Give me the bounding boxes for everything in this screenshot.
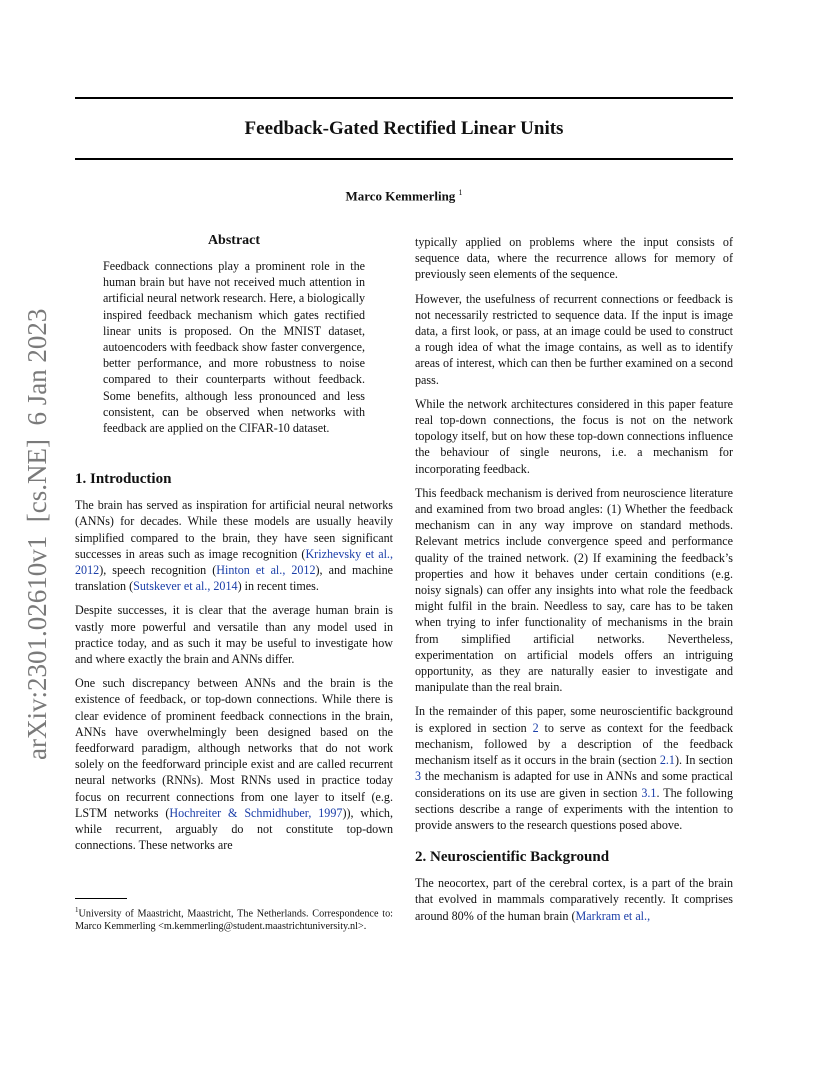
citation-hinton[interactable]: Hinton et al., 2012 — [216, 563, 316, 578]
citation-markram[interactable]: Markram et al., — [575, 908, 651, 923]
background-heading: 2. Neuroscientific Background — [415, 849, 610, 866]
footnote-mark: 1 — [75, 906, 79, 914]
title-rule-top — [75, 97, 733, 99]
author-line — [75, 188, 733, 204]
footnote-rule — [75, 898, 127, 899]
right-column — [415, 234, 733, 932]
abstract-heading: Abstract — [207, 233, 261, 248]
arxiv-identifier: arXiv:2301.02610v1 [cs.NE] 6 Jan 2023 — [22, 308, 52, 760]
footnote — [75, 898, 393, 933]
citation-sutskever[interactable]: Sutskever et al., 2014 — [133, 579, 238, 594]
left-column — [75, 232, 393, 862]
intro-paragraph-5: While the network architectures considered in this paper feature real top-down connections, the focus is not on the network topology itself, but on how these top-down connections influence the behaviour of single neurons, i.e. a mechanism for incorporating feedback. — [415, 396, 733, 476]
author-affiliation-mark: 1 — [458, 188, 463, 197]
section-ref-3-1[interactable]: 3.1 — [641, 785, 657, 800]
section-ref-2-1[interactable]: 2.1 — [659, 753, 675, 768]
intro-paragraph-4: However, the usefulness of recurrent connections or feedback is not necessarily restricted to sequence data. If the input is image data, a first look, or pass, at an image could be used to construct a rough idea of what the image contains, as well as to identify areas of interest, which can then be further examined on a second pass. — [415, 291, 733, 387]
author-name: Marco Kemmerling — [345, 188, 456, 204]
intro-paragraph-7: In the remainder of this paper, some neuroscientific background is explored in section 2 to serve as context for the feedback mechanism, followed by a description of the feedback mechanism itself as it occurs in the brain (section 2.1). In section 3 the mechanism is adapted for use in ANNs and some practical considerations on its use are given in section 3.1. The following sections describe a range of experiments with the intention to provide answers to the research questions posed above. — [415, 704, 733, 832]
abstract-text: Feedback connections play a prominent role in the human brain but have not received much attention in artificial neural network research. Here, a biologically inspired feedback mechanism which gates rectified linear units is proposed. On the MNIST dataset, autoencoders with feedback show faster convergence, better performance, and more robustness to noise compared to their counterparts without feedback. Some benefits, although less pronounced and less consistent, can be observed when networks with feedback are applied on the CIFAR-10 dataset. — [103, 259, 365, 436]
intro-paragraph-2: Despite successes, it is clear that the average human brain is vastly more powerful and versatile than any model used in practice today, and as such it may be useful to investigate how and where exactly the brain and ANNs differ. — [75, 603, 393, 667]
title-rule-bottom — [75, 158, 733, 160]
arxiv-stamp — [0, 0, 60, 1072]
intro-paragraph-1: The brain has served as inspiration for artificial neural networks (ANNs) for decades. While these models are usually heavily simplified compared to the brain, they have seen significant successes in areas such as image recognition (Krizhevsky et al., 2012), speech recognition (Hinton et al., 2012), and machine translation (Sutskever et al., 2014) in recent times. — [75, 498, 393, 594]
introduction-heading: 1. Introduction — [75, 471, 172, 488]
intro-paragraph-6: This feedback mechanism is derived from neuroscience literature and examined from two broad angles: (1) Whether the feedback mechanism can in any way improve on standard methods. Relevant metrics include convergence speed and performance quality of the trained network. (2) If examining the feedback’s properties and how it behaves under certain conditions (e.g. noisy signals) can offer any insights into what role the feedback might fulfil in the brain. Needless to say, care has to be taken when trying to infer functionality of mechanisms in the brain from simplified artificial networks. Nevertheless, experimentation on artificial models offers an intriguing opportunity, as they are naturally easier to investigate and manipulate than the real brain. — [415, 485, 733, 695]
intro-paragraph-3-continued: typically applied on problems where the input consists of sequence data, where the recurrence allows for memory of previously seen elements of the sequence. — [415, 235, 733, 282]
citation-krizhevsky[interactable]: Krizhevsky et al., 2012 — [75, 546, 393, 578]
citation-hochreiter[interactable]: Hochreiter & Schmidhuber, 1997 — [169, 805, 343, 820]
background-paragraph-1: The neocortex, part of the cerebral cortex, is a part of the brain that evolved in mammals comparatively recently. It comprises around 80% of the human brain (Markram et al., — [415, 876, 733, 923]
section-ref-3[interactable]: 3 — [415, 769, 422, 784]
footnote-text: University of Maastricht, Maastricht, The Netherlands. Correspondence to: Marco Kemmerling <m.kemmerling@student.maastrichtuniversity.nl>. — [75, 908, 393, 933]
intro-paragraph-3: One such discrepancy between ANNs and the brain is the existence of feedback, or top-down connections. While there is clear evidence of prominent feedback connections in the brain, ANNs have overwhelmingly been designed based on the feedforward paradigm, although networks that do not work solely on the feedforward principle exist and are called recurrent neural networks (RNNs). Most RNNs used in practice today focus on recurrent connections from one layer to itself (e.g. LSTM networks (Hochreiter & Schmidhuber, 1997)), which, while recurrent, arguably do not constitute top-down connections. These networks are — [75, 676, 394, 853]
paper-title: Feedback-Gated Rectified Linear Units — [244, 118, 564, 139]
section-ref-2[interactable]: 2 — [532, 720, 539, 735]
